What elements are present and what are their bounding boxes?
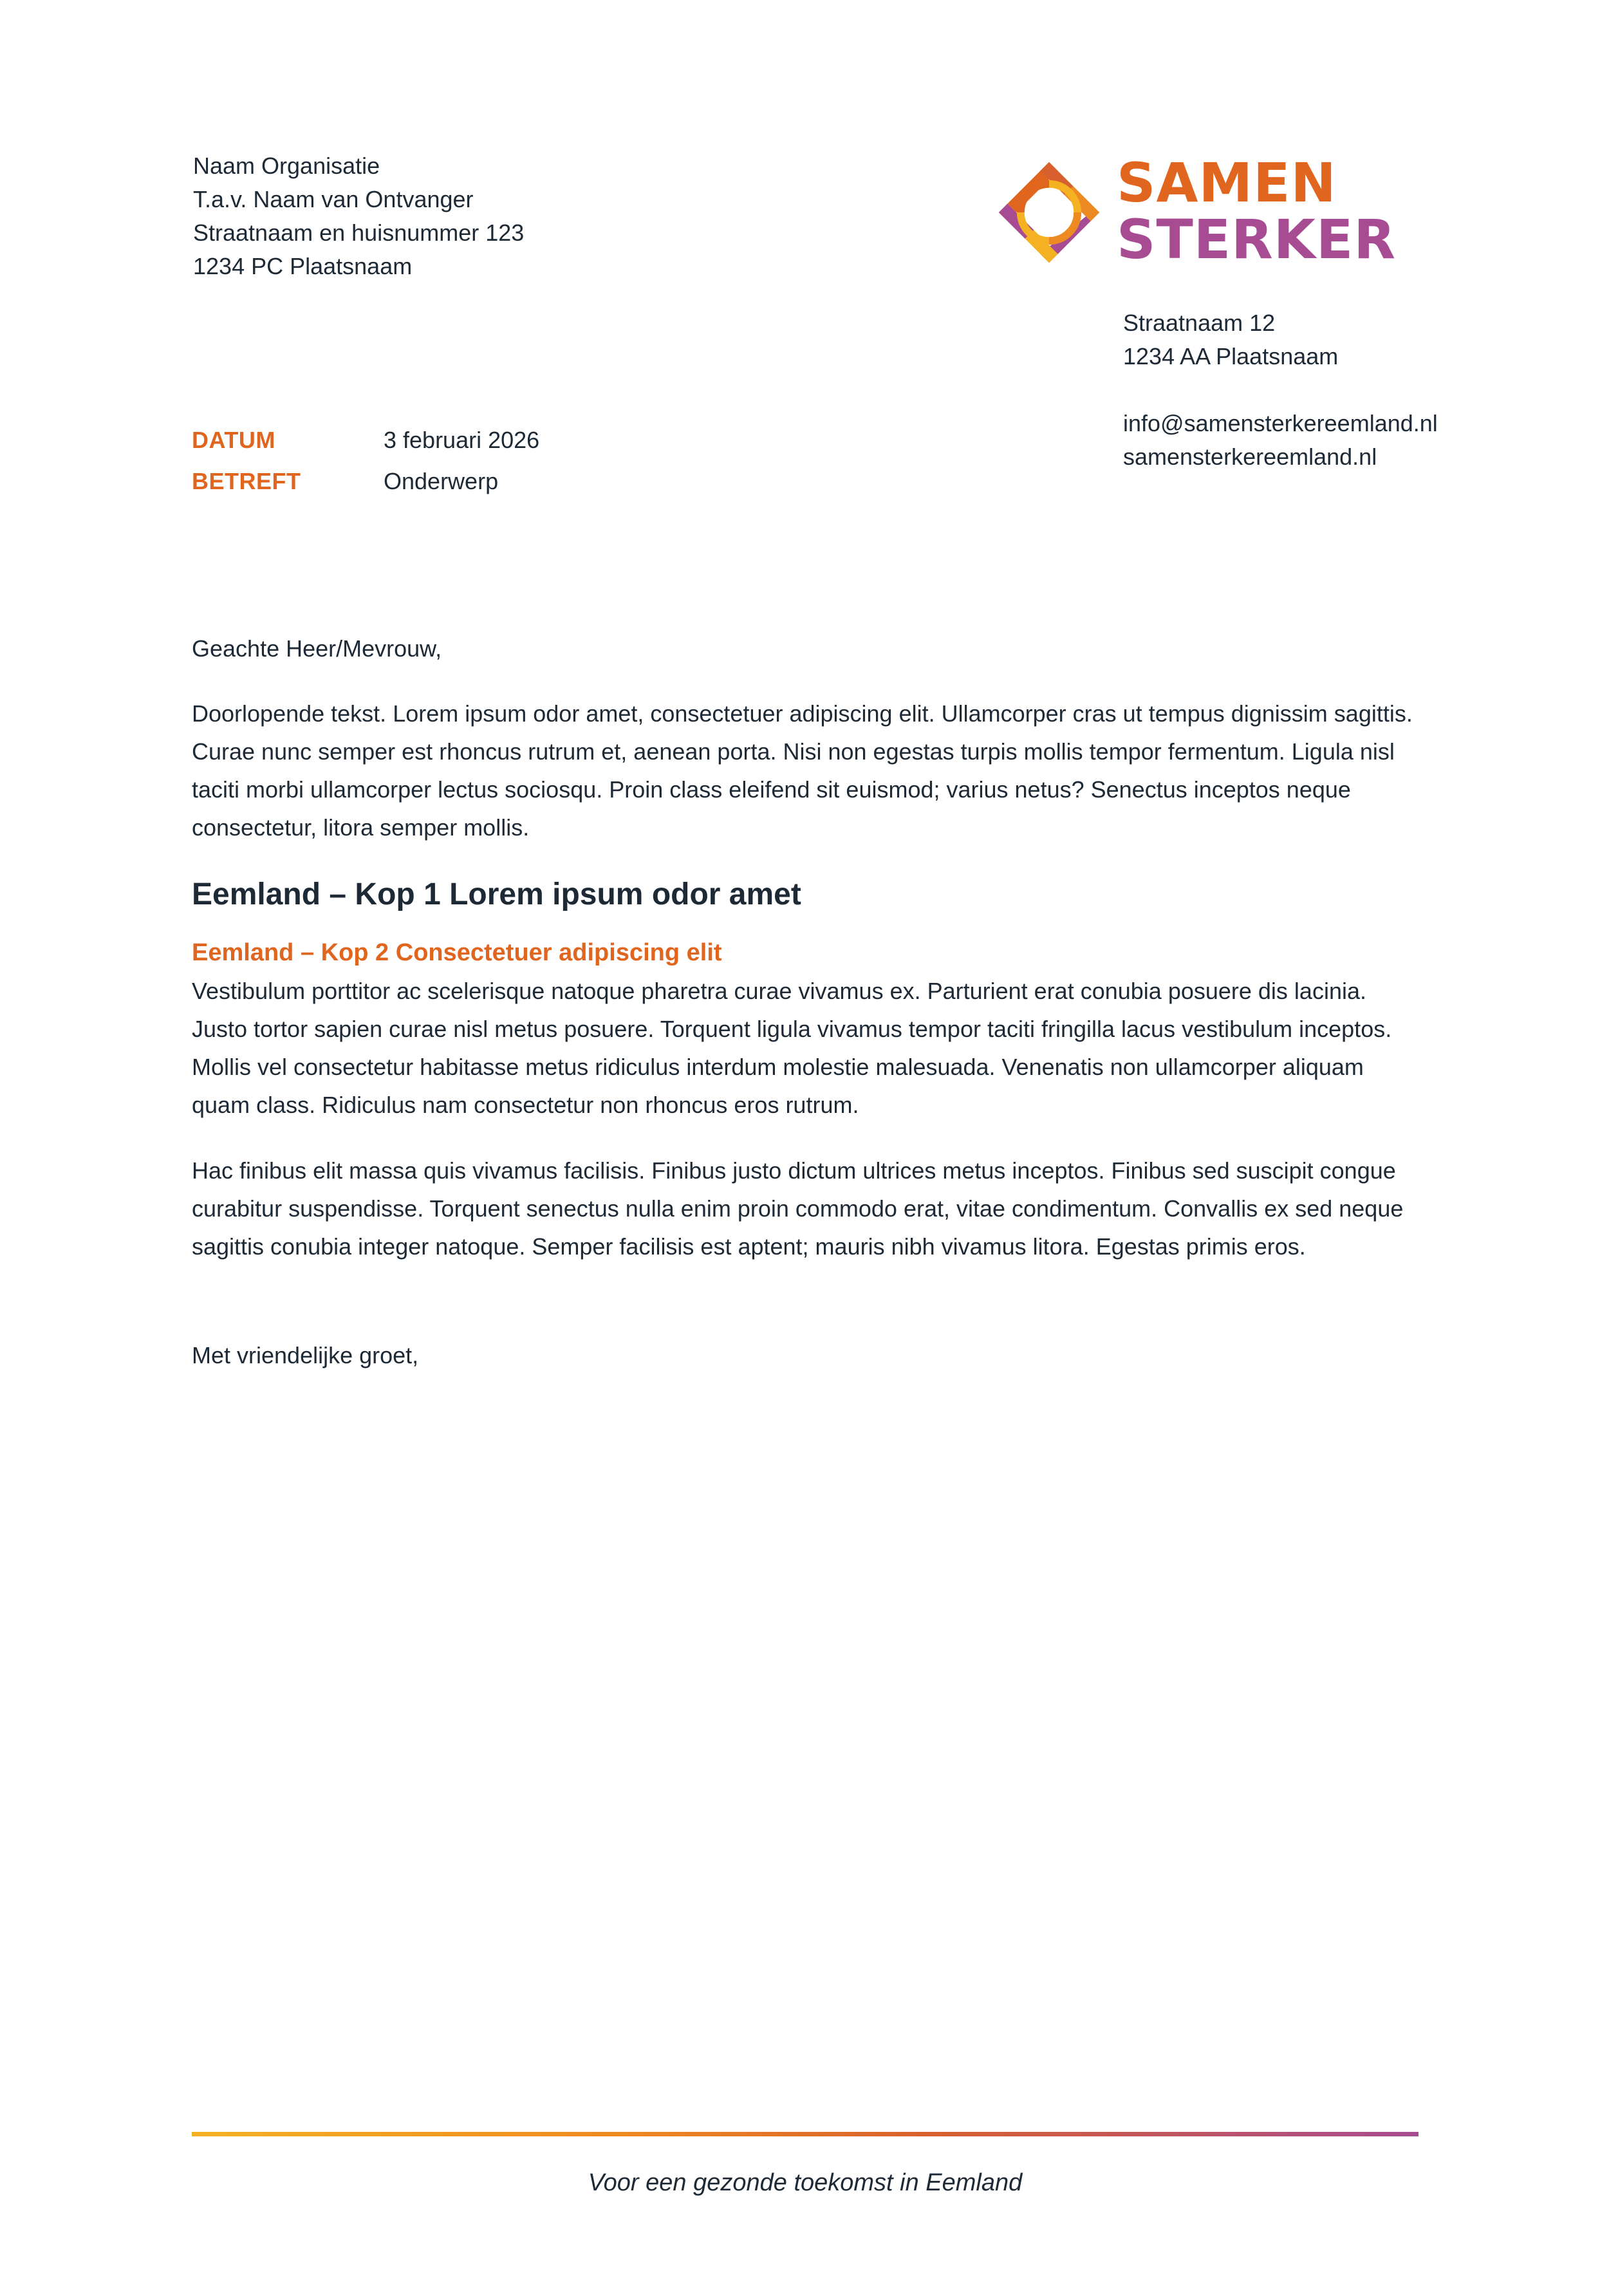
letter-body [192,630,1428,1374]
heading-1: Eemland – Kop 1 Lorem ipsum odor amet [192,877,801,911]
date-row [192,420,539,461]
letter-meta [192,420,539,502]
sender-street: Straatnaam 12 [1123,310,1276,336]
body-paragraph-1: Doorlopende tekst. Lorem ipsum odor amet, consectetuer adipiscing elit. Ullamcorper cras ut tempus dignissim sagittis. Curae nunc semper est rhoncus rutrum et, aenean porta. Nisi non egestas turpis mollis tempor fermentum. Ligula nisl taciti morbi ullamcorper lectus sociosqu. Proin class eleifend sit euismod; varius netus? Senectus inceptos neque consectetur, litora semper mollis. [192,700,1413,841]
subject-value: Onderwerp [384,468,499,494]
recipient-organisation: Naam Organisatie [193,153,380,179]
samen-sterker-logo [994,151,1406,277]
sender-address [1123,306,1438,474]
date-value: 3 februari 2026 [384,427,540,453]
sender-email: info@samensterkereemland.nl [1123,410,1438,436]
footer-tagline: Voor een gezonde toekomst in Eemland [588,2169,1023,2196]
sender-website: samensterkereemland.nl [1123,443,1377,470]
body-paragraph-3: Hac finibus elit massa quis vivamus facilisis. Finibus justo dictum ultrices metus inceptos. Finibus sed suscipit congue curabitur suspendisse. Torquent senectus nulla enim proin commodo erat, vitae condimentum. Convallis ex sed neque sagittis conubia integer natoque. Semper facilisis est aptent; mauris nibh vivamus litora. Egestas primis eros. [192,1157,1404,1260]
logo-word-sterker: STERKER [1117,208,1397,271]
body-paragraph-2: Vestibulum porttitor ac scelerisque natoque pharetra curae vivamus ex. Parturient erat conubia posuere dis lacinia. Justo tortor sapien curae nisl metus posuere. Torquent ligula vivamus tempor taciti fringilla lacus vestibulum inceptos. Mollis vel consectetur habitasse metus ridiculus interdum molestie malesuada. Venenatis non ullamcorper aliquam quam class. Ridiculus nam consectetur non rhoncus eros rutrum. [192,978,1392,1118]
footer-gradient-line [192,2132,1418,2136]
subject-row [192,461,539,502]
sender-city: 1234 AA Plaatsnaam [1123,343,1339,369]
date-label: DATUM [192,427,275,453]
recipient-street: Straatnaam en huisnummer 123 [193,219,525,246]
closing: Met vriendelijke groet, [192,1342,419,1368]
salutation: Geachte Heer/Mevrouw, [192,635,442,662]
heading-2: Eemland – Kop 2 Consectetuer adipiscing elit [192,939,722,966]
logo-wordmark [1117,151,1397,271]
recipient-attention: T.a.v. Naam van Ontvanger [193,186,474,212]
logo-word-samen: SAMEN [1117,151,1337,214]
subject-label: BETREFT [192,468,301,494]
recipient-address [193,149,524,283]
recipient-city: 1234 PC Plaatsnaam [193,253,413,279]
logo-mark-icon [994,158,1104,267]
